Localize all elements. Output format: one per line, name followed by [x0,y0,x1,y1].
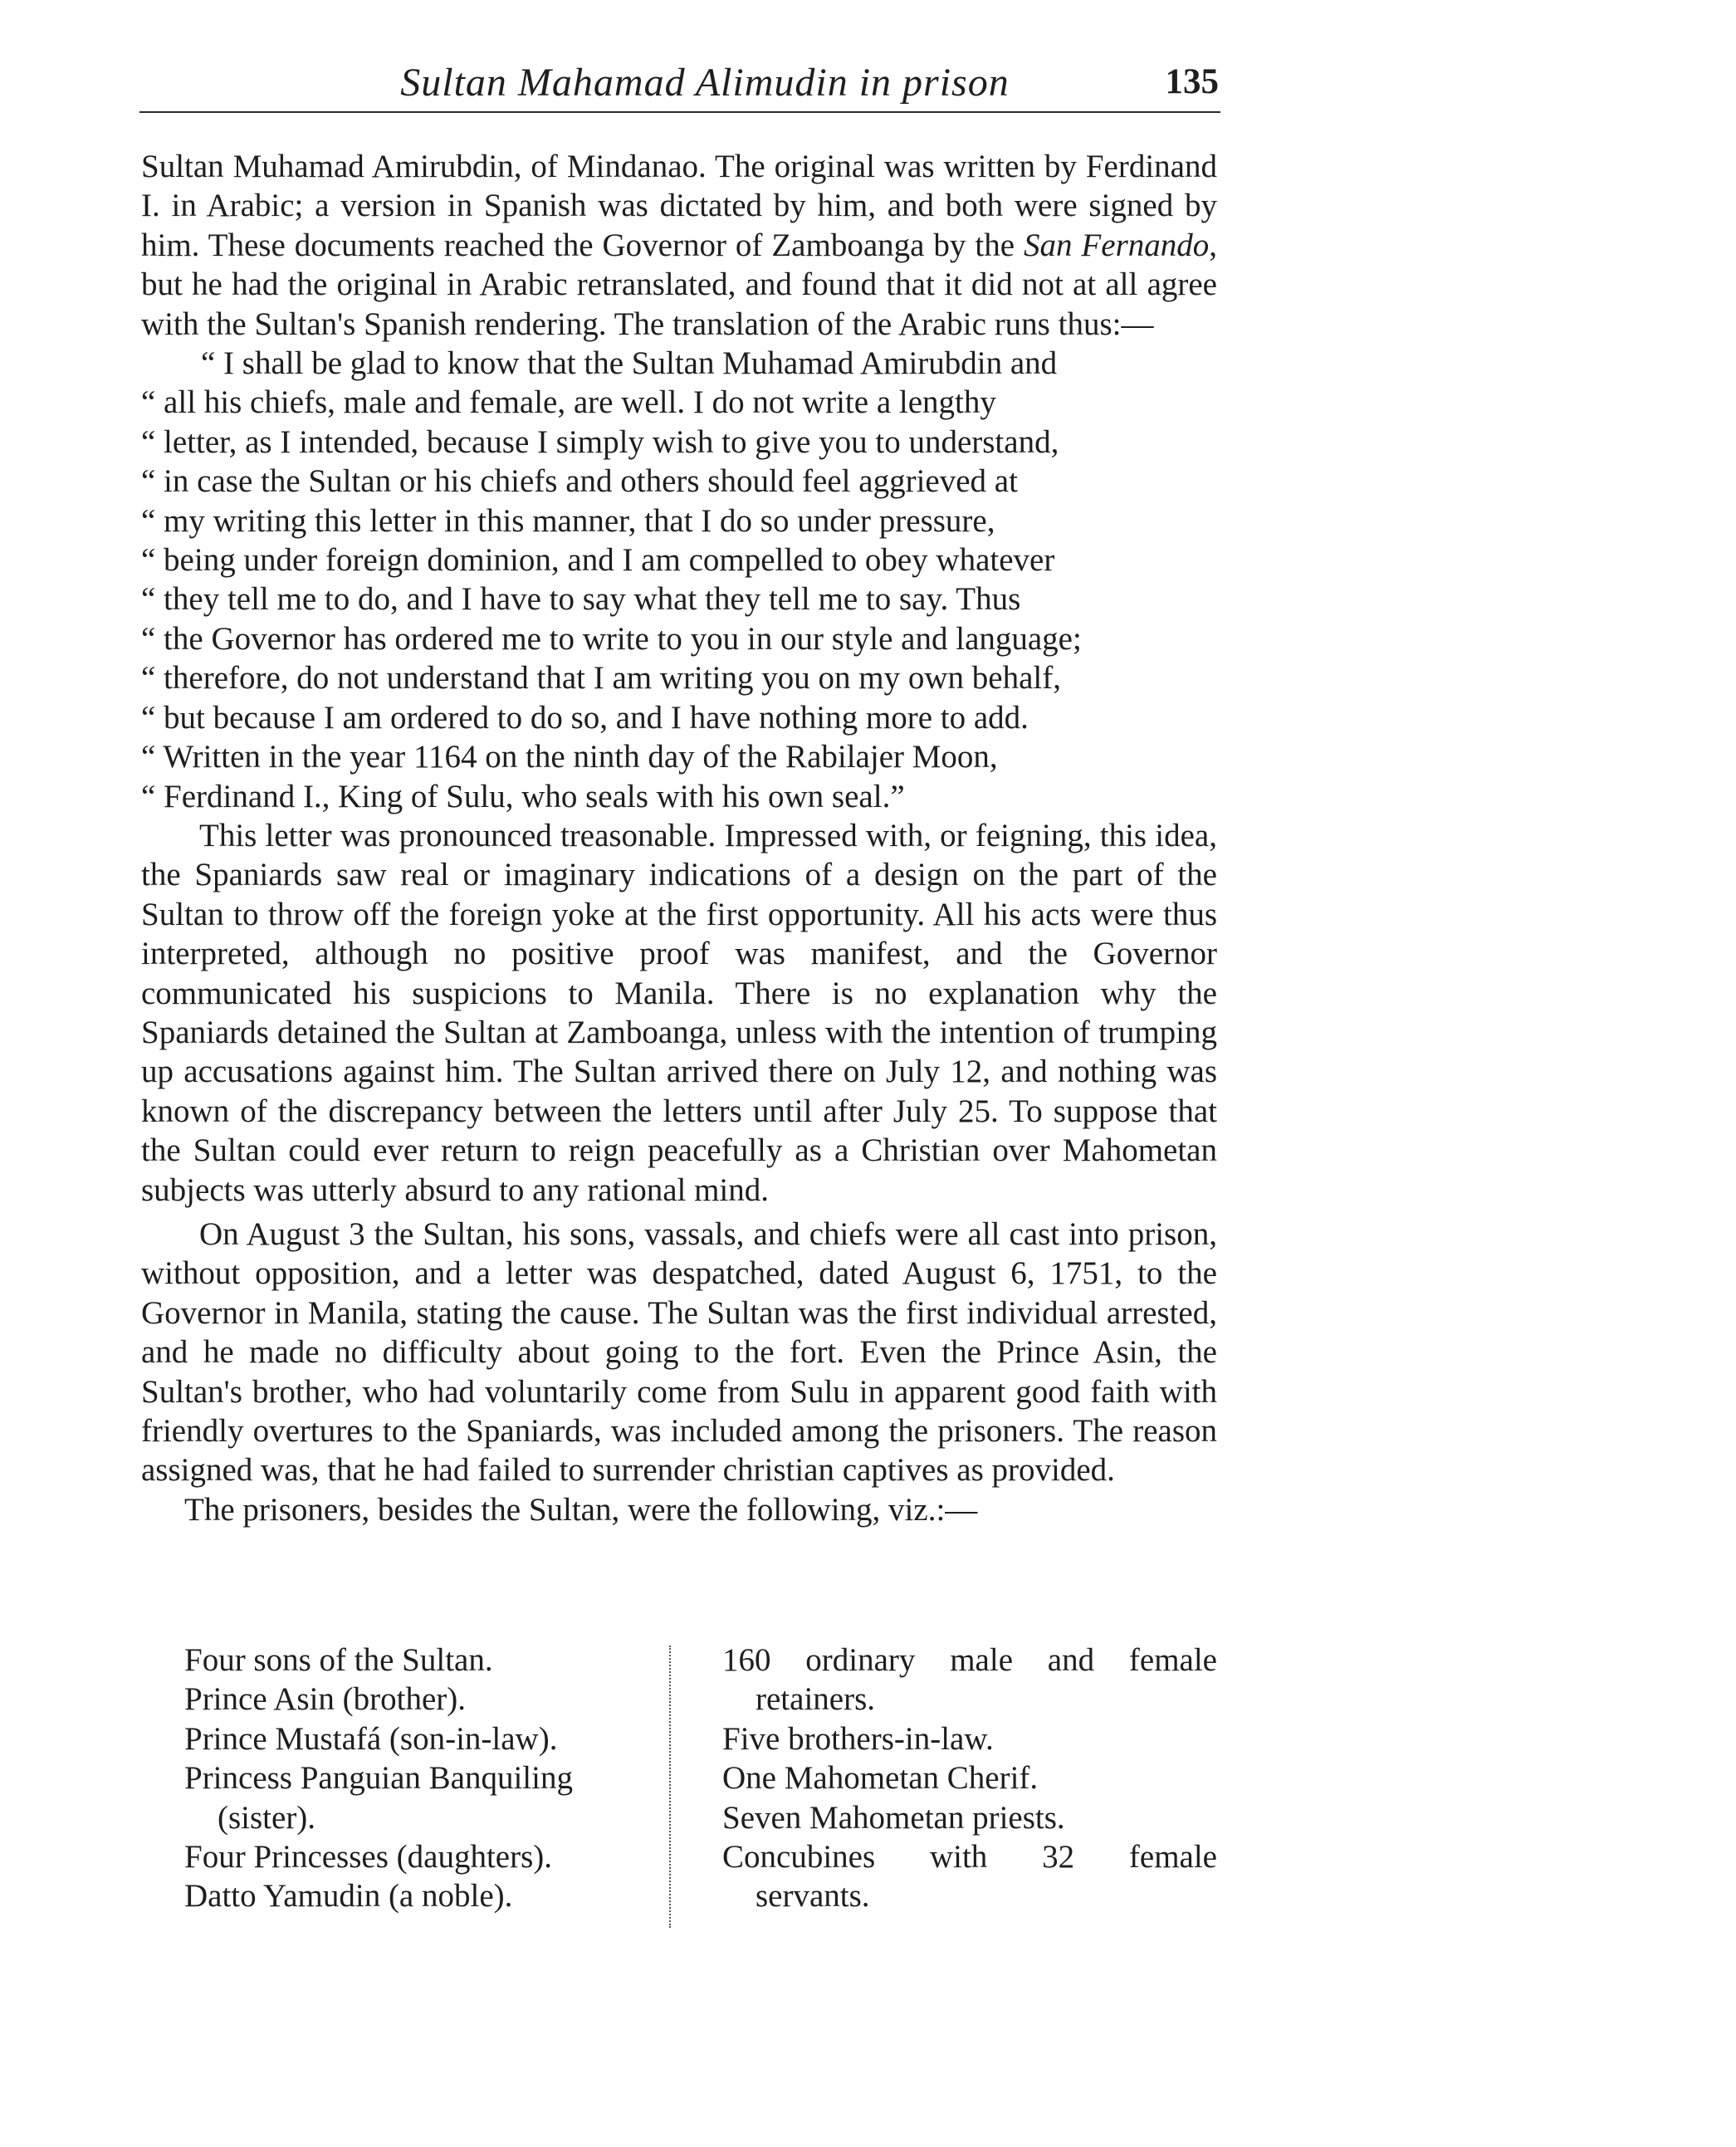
paragraph-continuation [141,147,1217,344]
quote-line: “ I shall be glad to know that the Sultan Muhamad Amirubdin and [201,345,1058,382]
prisoner-item [184,1719,649,1758]
prisoner-item-text: Datto Yamudin (a noble). [184,1878,513,1915]
prisoner-list-right [722,1641,1217,1916]
prisoner-item-text: Concubines with 32 female [722,1839,1217,1876]
prisoner-item [184,1758,649,1837]
prisoner-item [184,1837,649,1876]
prisoner-item [722,1798,1217,1837]
prisoner-item-continuation: retainers. [756,1681,876,1718]
page-header [139,53,1220,113]
prisoner-item-text: Five brothers-in-law. [722,1720,994,1757]
quote-line: “ letter, as I intended, because I simply wish to give you to understand, [141,423,1059,460]
body-text [141,147,1217,1529]
prisoner-item [722,1641,1217,1719]
prisoner-item-text: Seven Mahometan priests. [722,1799,1065,1836]
prisoner-list-left [184,1641,649,1916]
prisoner-item [722,1837,1217,1916]
quote-line: “ Ferdinand I., King of Sulu, who seals with his own seal.” [141,778,905,814]
prisoner-item-continuation: (sister). [218,1799,316,1836]
prisoner-item [184,1876,649,1915]
prisoner-item-continuation: servants. [756,1878,870,1915]
quote-line: “ the Governor has ordered me to write to you in our style and language; [141,620,1082,657]
quote-line: “ but because I am ordered to do so, and I have nothing more to add. [141,699,1029,736]
page-number: 135 [1165,62,1219,101]
quote-line: “ Written in the year 1164 on the ninth day of the Rabilajer Moon, [141,739,998,775]
quote-line: “ all his chiefs, male and female, are well. I do not write a lengthy [141,384,996,421]
prisoner-item-text: Prince Mustafá (son-in-law). [184,1720,558,1757]
ship-name: San Fernando [1023,227,1210,263]
quote-line: “ being under foreign dominion, and I am compelled to obey whatever [141,542,1055,579]
prisoner-item [722,1719,1217,1758]
prisoner-list-intro: The prisoners, besides the Sultan, were the following, viz.:— [184,1491,978,1528]
prisoner-item-text: 160 ordinary male and female [722,1642,1217,1678]
paragraph-text: Sultan Muhamad Amirubdin, of Mindanao. The original was written by Ferdinand I. in Arabic; a version in Spanish was dictated by him, and both were signed by him. These documents reached the Governor of Zamboanga by the [141,149,1217,263]
prisoner-item-text: One Mahometan Cherif. [722,1760,1039,1797]
column-divider [669,1646,671,1928]
running-title: Sultan Mahamad Alimudin in prison [400,61,1010,105]
quote-line: “ they tell me to do, and I have to say what they tell me to say. Thus [141,581,1021,618]
translated-letter-quote [141,344,1217,816]
prisoner-item-text: Four sons of the Sultan. [184,1642,493,1678]
prisoner-item-text: Prince Asin (brother). [184,1681,467,1718]
quote-line: “ in case the Sultan or his chiefs and others should feel aggrieved at [141,463,1018,500]
paragraph-text: , but he had the original in Arabic retranslated, and found that it did not at all agree with the Sultan's Spanish rendering. The translation of the Arabic runs thus:— [141,227,1217,342]
prisoner-item-text: Princess Panguian Banquiling [184,1760,573,1797]
prisoner-item [184,1680,649,1719]
quote-line: “ my writing this letter in this manner, that I do so under pressure, [141,502,995,539]
quote-line: “ therefore, do not understand that I am writing you on my own behalf, [141,660,1061,697]
paragraph-treasonable: This letter was pronounced treasonable. Impressed with, or feigning, this idea, the Spaniards saw real or imaginary indications of a design on the part of the Sultan to throw off the foreign yoke at the first opportunity. All his acts were thus interpreted, although no positive proof was manifest, and the Governor communicated his suspicions to Manila. There is no explanation why the Spaniards detained the Sultan at Zamboanga, unless with the intention of trumping up accusations against him. The Sultan arrived there on July 12, and nothing was known of the discrepancy between the letters until after July 25. To suppose that the Sultan could ever return to reign peacefully as a Christian over Mahometan subjects was utterly absurd to any rational mind. [141,817,1217,1208]
prisoner-item [722,1758,1217,1797]
prisoner-item-text: Four Princesses (daughters). [184,1839,552,1876]
paragraph-arrest: On August 3 the Sultan, his sons, vassals, and chiefs were all cast into prison, without opposition, and a letter was despatched, dated August 6, 1751, to the Governor in Manila, stating the cause. The Sultan was the first individual arrested, and he made no difficulty about going to the fort. Even the Prince Asin, the Sultan's brother, who had voluntarily come from Sulu in apparent good faith with friendly overtures to the Spaniards, was included among the prisoners. The reason assigned was, that he had failed to surrender christian captives as provided. [141,1215,1217,1489]
prisoner-item [184,1641,649,1680]
